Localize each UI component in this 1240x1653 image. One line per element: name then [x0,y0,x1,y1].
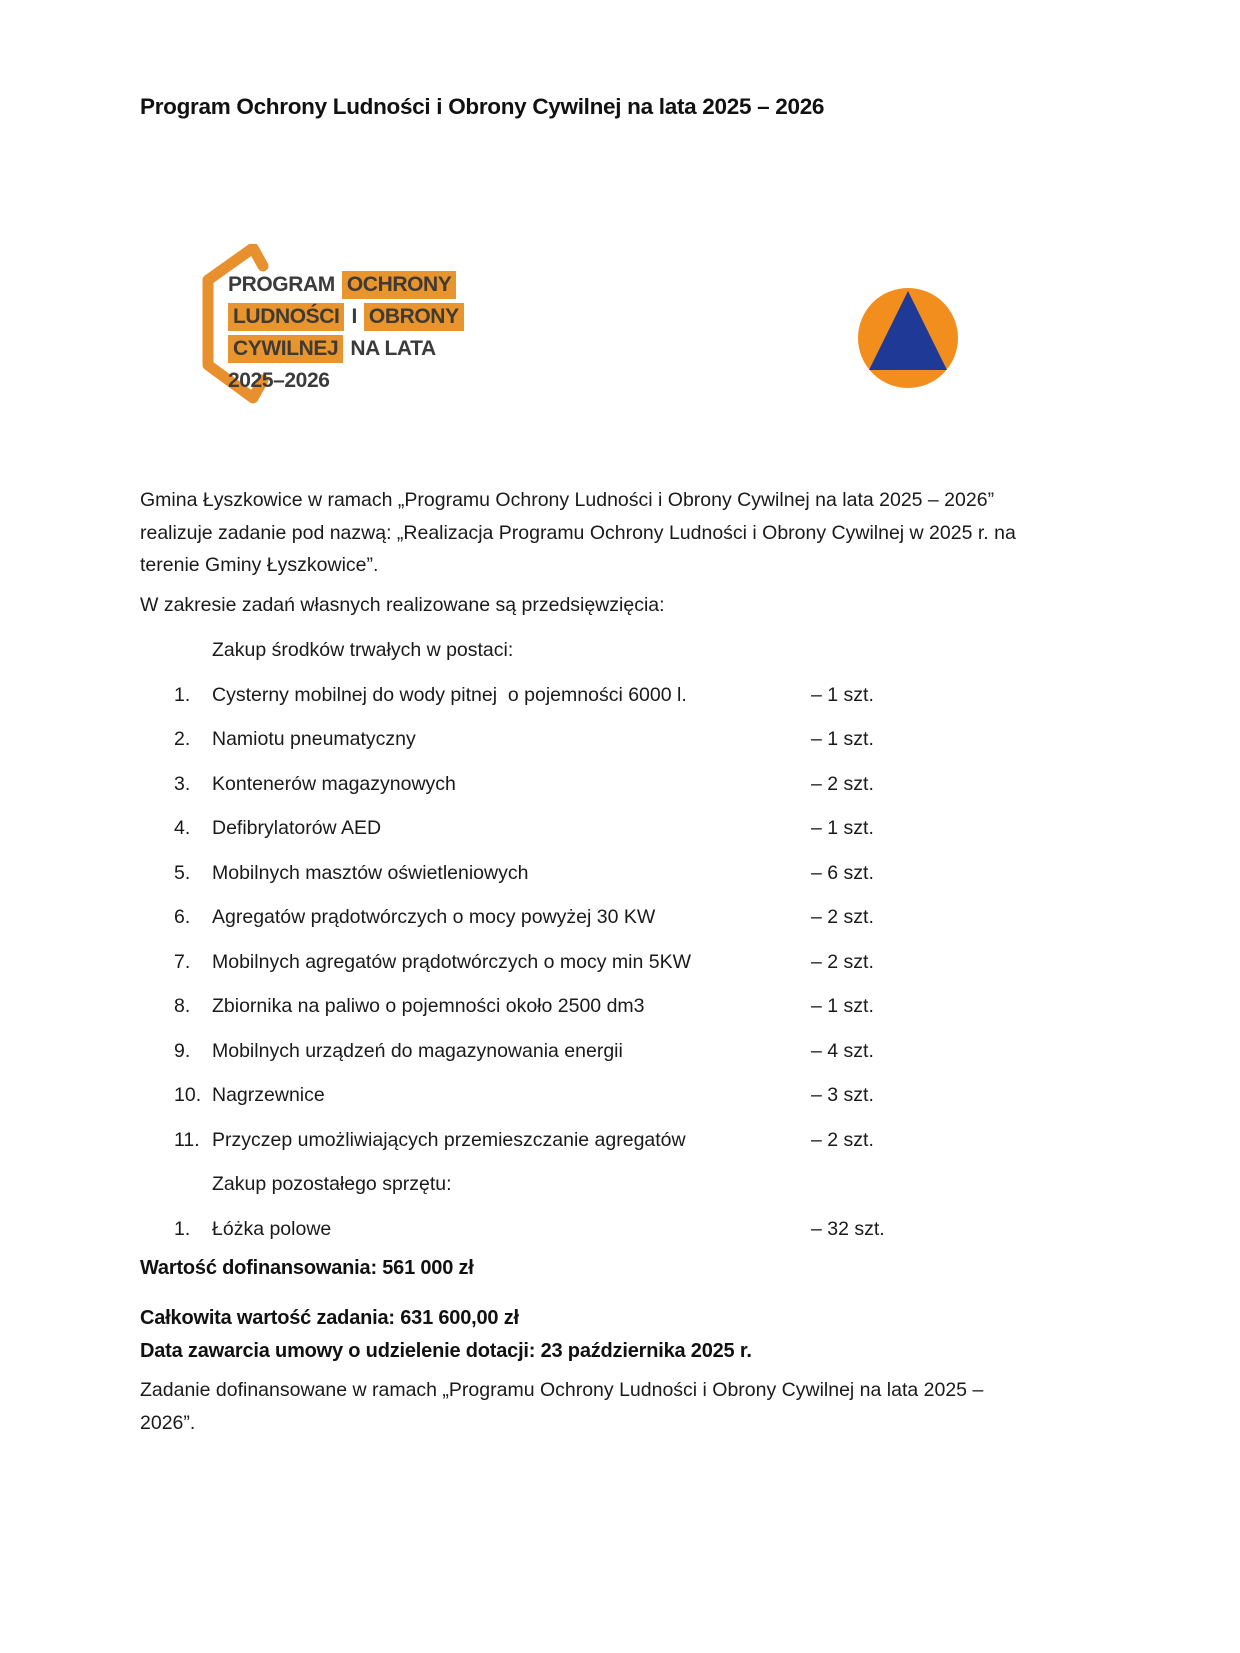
logo-word: PROGRAM [228,273,335,296]
total-value-line: Całkowita wartość zadania: 631 600,00 zł [140,1307,519,1329]
item-quantity: – 2 szt. [811,906,874,928]
item-quantity: – 6 szt. [811,861,874,884]
summary-block [140,1302,752,1367]
item-label: Defibrylatorów AED [212,817,382,839]
item-number: 1. [174,1217,191,1240]
section-heading-label: Zakup środków trwałych w postaci: [212,639,514,661]
item-label: Zbiornika na paliwo o pojemności około 2500 dm3 [212,995,645,1017]
logo-word-highlighted: OBRONY [364,303,464,331]
item-number: 9. [174,1039,191,1062]
item-number: 6. [174,906,191,928]
item-label: Mobilnych masztów oświetleniowych [212,861,529,884]
item-label: Przyczep umożliwiających przemieszczanie agregatów [212,1128,686,1151]
item-number: 5. [174,861,191,884]
list-item [140,1040,1020,1085]
item-quantity: – 1 szt. [811,817,874,839]
item-label: Nagrzewnice [212,1084,325,1106]
logo-line-4 [228,367,464,395]
item-quantity: – 1 szt. [811,995,874,1017]
section-heading-other-equipment [140,1173,1020,1218]
item-number: 1. [174,683,191,706]
list-item [140,1129,1020,1174]
list-item [140,862,1020,907]
item-label: Łóżka polowe [212,1217,332,1240]
item-quantity: – 3 szt. [811,1084,874,1106]
list-item [140,773,1020,818]
item-label: Kontenerów magazynowych [212,772,456,795]
item-number: 11. [174,1128,200,1151]
logo-line-2 [228,303,464,331]
scope-paragraph: W zakresie zadań własnych realizowane są przedsięwzięcia: [140,594,665,616]
funding-value-line: Wartość dofinansowania: 561 000 zł [140,1257,474,1279]
logo-word-highlighted: LUDNOŚCI [228,303,344,331]
item-number: 7. [174,950,191,973]
item-number: 10. [174,1084,202,1106]
item-quantity: – 32 szt. [811,1217,885,1240]
list-item [140,951,1020,996]
item-label: Mobilnych urządzeń do magazynowania energii [212,1039,623,1062]
logo-word-highlighted: OCHRONY [342,271,457,299]
list-item [140,906,1020,951]
logo-word: 2025–2026 [228,369,330,392]
item-quantity: – 4 szt. [811,1039,874,1062]
contract-date-line: Data zawarcia umowy o udzielenie dotacji: 23 października 2025 r. [140,1339,752,1362]
item-number: 2. [174,728,191,750]
item-number: 8. [174,995,191,1017]
item-label: Cysterny mobilnej do wody pitnej o pojemności 6000 l. [212,683,687,706]
equipment-list [140,639,1020,1262]
page-title: Program Ochrony Ludności i Obrony Cywilnej na lata 2025 – 2026 [140,94,825,119]
item-quantity: – 2 szt. [811,1128,874,1151]
list-item [140,817,1020,862]
item-label: Mobilnych agregatów prądotwórczych o mocy min 5KW [212,950,692,973]
logo-word: I [351,305,357,328]
list-item [140,1218,1020,1263]
item-number: 3. [174,772,191,795]
item-quantity: – 2 szt. [811,772,874,795]
logo-word-highlighted: CYWILNEJ [228,335,343,363]
list-item [140,1084,1020,1129]
item-quantity: – 1 szt. [811,728,874,750]
item-label: Agregatów prądotwórczych o mocy powyżej 30 KW [212,906,656,928]
item-quantity: – 2 szt. [811,950,874,973]
logo-line-1 [228,271,464,299]
logo-text [228,271,464,399]
section-heading-durables [140,639,1020,684]
item-label: Namiotu pneumatyczny [212,728,416,750]
civil-defence-emblem-icon [856,286,960,390]
logo-line-3 [228,335,464,363]
item-number: 4. [174,817,191,839]
list-item [140,995,1020,1040]
closing-paragraph: Zadanie dofinansowane w ramach „Programu Ochrony Ludności i Obrony Cywilnej na lata 2025 – 2026”. [140,1379,984,1434]
item-quantity: – 1 szt. [811,683,874,706]
list-item [140,684,1020,729]
program-logo [197,244,477,404]
list-item [140,728,1020,773]
section-heading-label: Zakup pozostałego sprzętu: [212,1173,452,1195]
logo-word: NA LATA [350,337,436,360]
intro-paragraph: Gmina Łyszkowice w ramach „Programu Ochrony Ludności i Obrony Cywilnej na lata 2025 – 2026” realizuje zadanie pod nazwą: „Realizacja Programu Ochrony Ludności i Obrony Cywilnej w 2025 r. na terenie Gminy Łyszkowice”. [140,489,1016,576]
